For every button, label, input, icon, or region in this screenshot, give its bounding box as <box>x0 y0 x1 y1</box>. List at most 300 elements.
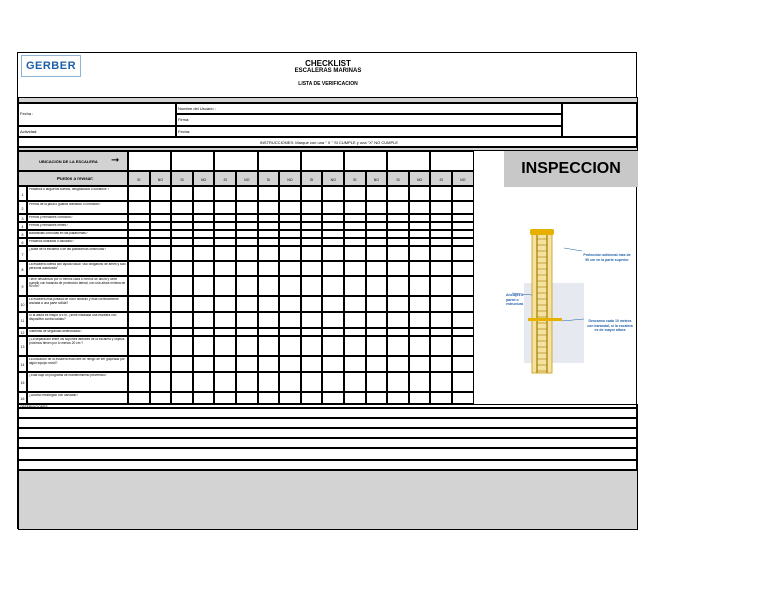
checkbox-cell[interactable] <box>366 392 388 404</box>
checkbox-cell[interactable] <box>258 261 280 276</box>
checkbox-cell[interactable] <box>409 201 431 214</box>
checkbox-cell[interactable] <box>214 372 236 392</box>
checkbox-cell[interactable] <box>452 238 474 246</box>
ubicacion-input[interactable] <box>214 151 257 171</box>
checkbox-cell[interactable] <box>236 372 258 392</box>
actividad-cell <box>18 126 176 137</box>
checkbox-cell[interactable] <box>279 328 301 336</box>
checkbox-cell[interactable] <box>171 230 193 238</box>
checkbox-cell[interactable] <box>214 201 236 214</box>
checkbox-cell[interactable] <box>236 186 258 201</box>
checkbox-cell[interactable] <box>258 372 280 392</box>
checkbox-cell[interactable] <box>322 246 344 261</box>
footer-band <box>18 470 638 530</box>
item-number-text: 1 <box>21 192 24 197</box>
checkbox-cell[interactable] <box>193 392 215 404</box>
checkbox-cell[interactable] <box>430 261 452 276</box>
checkbox-cell[interactable] <box>430 214 452 222</box>
checkbox-cell[interactable] <box>430 222 452 230</box>
checkbox-cell[interactable] <box>171 201 193 214</box>
checkbox-cell[interactable] <box>452 214 474 222</box>
checkbox-cell[interactable] <box>193 246 215 261</box>
checkbox-cell[interactable] <box>236 312 258 328</box>
checkbox-cell[interactable] <box>128 276 150 296</box>
checkbox-cell[interactable] <box>344 296 366 312</box>
checkbox-cell[interactable] <box>387 312 409 328</box>
checkbox-cell[interactable] <box>171 372 193 392</box>
checkbox-cell[interactable] <box>344 201 366 214</box>
observaciones-line[interactable] <box>18 418 638 428</box>
no-header: NO <box>416 178 423 182</box>
checkbox-cell[interactable] <box>301 392 323 404</box>
checkbox-cell[interactable] <box>150 356 172 372</box>
checkbox-cell[interactable] <box>409 261 431 276</box>
checkbox-cell[interactable] <box>301 261 323 276</box>
checkbox-cell[interactable] <box>214 261 236 276</box>
checkbox-cell[interactable] <box>322 201 344 214</box>
checkbox-cell[interactable] <box>150 372 172 392</box>
checkbox-cell[interactable] <box>279 312 301 328</box>
checkbox-cell[interactable] <box>387 328 409 336</box>
checkbox-cell[interactable] <box>258 246 280 261</box>
item-text: Pernos de la jaula o guarda doblados o corroídos? <box>29 203 101 206</box>
checkbox-cell[interactable] <box>301 276 323 296</box>
item-number <box>18 222 27 230</box>
checkbox-cell[interactable] <box>387 276 409 296</box>
checkbox-cell[interactable] <box>150 328 172 336</box>
checkbox-cell[interactable] <box>171 392 193 404</box>
checkbox-cell[interactable] <box>301 356 323 372</box>
checkbox-cell[interactable] <box>236 214 258 222</box>
checkbox-cell[interactable] <box>301 328 323 336</box>
checkbox-cell[interactable] <box>193 238 215 246</box>
checkbox-cell[interactable] <box>236 328 258 336</box>
checkbox-cell[interactable] <box>409 372 431 392</box>
checkbox-cell[interactable] <box>128 246 150 261</box>
checkbox-cell[interactable] <box>322 312 344 328</box>
checkbox-cell[interactable] <box>279 238 301 246</box>
checkbox-cell[interactable] <box>236 238 258 246</box>
checkbox-cell[interactable] <box>128 214 150 222</box>
checkbox-cell[interactable] <box>452 276 474 296</box>
checkbox-cell[interactable] <box>171 246 193 261</box>
item-label <box>27 246 128 261</box>
checkbox-cell[interactable] <box>214 186 236 201</box>
checkbox-cell[interactable] <box>366 328 388 336</box>
checkbox-cell[interactable] <box>236 392 258 404</box>
checkbox-cell[interactable] <box>409 222 431 230</box>
checkbox-cell[interactable] <box>387 296 409 312</box>
checkbox-cell[interactable] <box>430 238 452 246</box>
checkbox-cell[interactable] <box>366 372 388 392</box>
checkbox-cell[interactable] <box>258 201 280 214</box>
checkbox-cell[interactable] <box>193 372 215 392</box>
checkbox-cell[interactable] <box>214 312 236 328</box>
ubicacion-input[interactable] <box>258 151 301 171</box>
checkbox-cell[interactable] <box>322 214 344 222</box>
checkbox-cell[interactable] <box>409 392 431 404</box>
checkbox-cell[interactable] <box>258 214 280 222</box>
checkbox-cell[interactable] <box>366 230 388 238</box>
checkbox-cell[interactable] <box>171 312 193 328</box>
nombre-cell <box>176 103 562 114</box>
checkbox-cell[interactable] <box>128 356 150 372</box>
checkbox-cell[interactable] <box>128 372 150 392</box>
checkbox-cell[interactable] <box>366 201 388 214</box>
item-number <box>18 246 27 261</box>
ladder-landing <box>528 318 562 321</box>
checkbox-cell[interactable] <box>430 186 452 201</box>
ubicacion-input[interactable] <box>171 151 214 171</box>
checkbox-cell[interactable] <box>193 261 215 276</box>
checkbox-cell[interactable] <box>452 201 474 214</box>
checkbox-cell[interactable] <box>430 312 452 328</box>
checkbox-cell[interactable] <box>128 336 150 356</box>
checkbox-cell[interactable] <box>279 201 301 214</box>
checkbox-cell[interactable] <box>366 276 388 296</box>
checkbox-cell[interactable] <box>171 238 193 246</box>
checkbox-cell[interactable] <box>193 222 215 230</box>
checkbox-cell[interactable] <box>322 222 344 230</box>
checkbox-cell[interactable] <box>171 336 193 356</box>
checkbox-cell[interactable] <box>214 356 236 372</box>
checkbox-cell[interactable] <box>236 246 258 261</box>
checkbox-cell[interactable] <box>344 392 366 404</box>
checkbox-cell[interactable] <box>128 328 150 336</box>
checkbox-cell[interactable] <box>214 222 236 230</box>
item-number-text: 12 <box>20 331 25 335</box>
checkbox-cell[interactable] <box>193 276 215 296</box>
checkbox-cell[interactable] <box>409 246 431 261</box>
checkbox-cell[interactable] <box>344 372 366 392</box>
ubicacion-input[interactable] <box>128 151 171 171</box>
checkbox-cell[interactable] <box>344 328 366 336</box>
checkbox-cell[interactable] <box>258 356 280 372</box>
checkbox-cell[interactable] <box>366 336 388 356</box>
checkbox-cell[interactable] <box>366 246 388 261</box>
checkbox-cell[interactable] <box>214 276 236 296</box>
checkbox-cell[interactable] <box>214 230 236 238</box>
checkbox-cell[interactable] <box>150 261 172 276</box>
checkbox-cell[interactable] <box>193 201 215 214</box>
checkbox-cell[interactable] <box>214 214 236 222</box>
checkbox-cell[interactable] <box>452 230 474 238</box>
checkbox-cell[interactable] <box>409 214 431 222</box>
observaciones-line[interactable] <box>18 438 638 448</box>
checkbox-cell[interactable] <box>150 201 172 214</box>
checkbox-cell[interactable] <box>171 276 193 296</box>
checkbox-cell[interactable] <box>279 372 301 392</box>
checkbox-cell[interactable] <box>128 392 150 404</box>
checkbox-cell[interactable] <box>150 392 172 404</box>
checkbox-cell[interactable] <box>128 261 150 276</box>
checkbox-cell[interactable] <box>452 186 474 201</box>
checkbox-cell[interactable] <box>236 230 258 238</box>
no-header: NO <box>373 178 380 182</box>
checkbox-cell[interactable] <box>150 230 172 238</box>
checkbox-cell[interactable] <box>430 328 452 336</box>
checkbox-cell[interactable] <box>214 328 236 336</box>
checkbox-cell[interactable] <box>301 372 323 392</box>
checkbox-cell[interactable] <box>171 222 193 230</box>
checkbox-cell[interactable] <box>150 222 172 230</box>
checkbox-cell[interactable] <box>322 186 344 201</box>
item-number <box>18 276 27 296</box>
checkbox-cell[interactable] <box>452 261 474 276</box>
checkbox-cell[interactable] <box>171 186 193 201</box>
checkbox-cell[interactable] <box>171 356 193 372</box>
checkbox-cell[interactable] <box>301 296 323 312</box>
checkbox-cell[interactable] <box>322 372 344 392</box>
checkbox-cell[interactable] <box>430 201 452 214</box>
checkbox-cell[interactable] <box>344 238 366 246</box>
checkbox-cell[interactable] <box>366 214 388 222</box>
checkbox-cell[interactable] <box>193 328 215 336</box>
checkbox-cell[interactable] <box>193 186 215 201</box>
checklist-sheet <box>17 52 637 529</box>
observaciones-line[interactable] <box>18 428 638 438</box>
checkbox-cell[interactable] <box>193 356 215 372</box>
checkbox-cell[interactable] <box>344 246 366 261</box>
checkbox-cell[interactable] <box>193 336 215 356</box>
item-number-text: 7 <box>21 252 24 257</box>
checkbox-cell[interactable] <box>236 276 258 296</box>
checkbox-cell[interactable] <box>150 238 172 246</box>
ubicacion-header <box>18 151 128 171</box>
checkbox-cell[interactable] <box>387 336 409 356</box>
instructions-text: INSTRUCCIONES: Marque con una " X " SI CUMPLE y una "X" NO CUMPLE <box>259 141 399 145</box>
checkbox-cell[interactable] <box>171 261 193 276</box>
checkbox-cell[interactable] <box>366 261 388 276</box>
checkbox-cell[interactable] <box>279 296 301 312</box>
checkbox-cell[interactable] <box>301 312 323 328</box>
checkbox-cell[interactable] <box>344 261 366 276</box>
checkbox-cell[interactable] <box>387 238 409 246</box>
checkbox-cell[interactable] <box>171 328 193 336</box>
checkbox-cell[interactable] <box>171 214 193 222</box>
checkbox-cell[interactable] <box>150 276 172 296</box>
checkbox-cell[interactable] <box>236 201 258 214</box>
checkbox-cell[interactable] <box>258 222 280 230</box>
checkbox-cell[interactable] <box>366 238 388 246</box>
checkbox-cell[interactable] <box>214 238 236 246</box>
checkbox-cell[interactable] <box>193 214 215 222</box>
checkbox-cell[interactable] <box>366 296 388 312</box>
item-label <box>27 230 128 238</box>
checkbox-cell[interactable] <box>214 392 236 404</box>
checkbox-cell[interactable] <box>409 312 431 328</box>
checkbox-cell[interactable] <box>430 276 452 296</box>
checkbox-cell[interactable] <box>128 296 150 312</box>
checkbox-cell[interactable] <box>150 214 172 222</box>
checkbox-cell[interactable] <box>128 238 150 246</box>
checkbox-cell[interactable] <box>258 230 280 238</box>
checkbox-cell[interactable] <box>409 296 431 312</box>
checkbox-cell[interactable] <box>387 261 409 276</box>
checkbox-cell[interactable] <box>301 222 323 230</box>
checkbox-cell[interactable] <box>193 296 215 312</box>
checkbox-cell[interactable] <box>452 328 474 336</box>
checkbox-cell[interactable] <box>344 230 366 238</box>
checkbox-cell[interactable] <box>236 222 258 230</box>
checkbox-cell[interactable] <box>279 276 301 296</box>
checkbox-cell[interactable] <box>128 230 150 238</box>
checkbox-cell[interactable] <box>409 230 431 238</box>
checkbox-cell[interactable] <box>301 230 323 238</box>
checkbox-cell[interactable] <box>279 336 301 356</box>
checkbox-cell[interactable] <box>258 296 280 312</box>
checkbox-cell[interactable] <box>387 230 409 238</box>
checkbox-cell[interactable] <box>258 238 280 246</box>
checkbox-cell[interactable] <box>452 392 474 404</box>
checkbox-cell[interactable] <box>430 246 452 261</box>
checkbox-cell[interactable] <box>128 201 150 214</box>
item-number <box>18 238 27 246</box>
checkbox-cell[interactable] <box>452 296 474 312</box>
checkbox-cell[interactable] <box>344 336 366 356</box>
checkbox-cell[interactable] <box>387 372 409 392</box>
checkbox-cell[interactable] <box>150 296 172 312</box>
checkbox-cell[interactable] <box>387 356 409 372</box>
checkbox-cell[interactable] <box>150 312 172 328</box>
checkbox-cell[interactable] <box>366 222 388 230</box>
checkbox-cell[interactable] <box>387 214 409 222</box>
checkbox-cell[interactable] <box>258 276 280 296</box>
checkbox-cell[interactable] <box>409 336 431 356</box>
checkbox-cell[interactable] <box>258 336 280 356</box>
checkbox-cell[interactable] <box>279 214 301 222</box>
checkbox-cell[interactable] <box>322 276 344 296</box>
item-text: Pernos y remaches firmes? <box>29 224 68 227</box>
checkbox-cell[interactable] <box>387 201 409 214</box>
checkbox-cell[interactable] <box>279 222 301 230</box>
checkbox-cell[interactable] <box>430 230 452 238</box>
fecha-cell <box>18 103 176 126</box>
checkbox-cell[interactable] <box>214 296 236 312</box>
checkbox-cell[interactable] <box>236 336 258 356</box>
checkbox-cell[interactable] <box>322 328 344 336</box>
item-number <box>18 296 27 312</box>
checkbox-cell[interactable] <box>301 201 323 214</box>
checkbox-cell[interactable] <box>171 296 193 312</box>
checkbox-cell[interactable] <box>258 312 280 328</box>
checkbox-cell[interactable] <box>301 336 323 356</box>
checkbox-cell[interactable] <box>236 356 258 372</box>
checkbox-cell[interactable] <box>301 186 323 201</box>
checkbox-cell[interactable] <box>452 356 474 372</box>
observaciones-line[interactable] <box>18 448 638 460</box>
ubicacion-input[interactable] <box>387 151 430 171</box>
checkbox-cell[interactable] <box>344 214 366 222</box>
checkbox-cell[interactable] <box>452 336 474 356</box>
checkbox-cell[interactable] <box>344 276 366 296</box>
checkbox-cell[interactable] <box>344 222 366 230</box>
checkbox-cell[interactable] <box>344 312 366 328</box>
checkbox-cell[interactable] <box>258 186 280 201</box>
checkbox-cell[interactable] <box>387 392 409 404</box>
observaciones-line[interactable] <box>18 460 638 470</box>
col-header <box>409 171 431 186</box>
observaciones-line[interactable] <box>18 408 638 418</box>
checkbox-cell[interactable] <box>214 336 236 356</box>
checkbox-cell[interactable] <box>409 276 431 296</box>
checkbox-cell[interactable] <box>279 356 301 372</box>
checkbox-cell[interactable] <box>344 186 366 201</box>
col-header <box>322 171 344 186</box>
checkbox-cell[interactable] <box>387 222 409 230</box>
checkbox-cell[interactable] <box>322 336 344 356</box>
checkbox-cell[interactable] <box>236 296 258 312</box>
checkbox-cell[interactable] <box>279 186 301 201</box>
checkbox-cell[interactable] <box>366 312 388 328</box>
checkbox-cell[interactable] <box>322 230 344 238</box>
checkbox-cell[interactable] <box>279 230 301 238</box>
checkbox-cell[interactable] <box>258 328 280 336</box>
checkbox-cell[interactable] <box>322 238 344 246</box>
checkbox-cell[interactable] <box>344 356 366 372</box>
checkbox-cell[interactable] <box>322 296 344 312</box>
checkbox-cell[interactable] <box>452 312 474 328</box>
item-number-text: 16 <box>20 397 25 401</box>
checkbox-cell[interactable] <box>236 261 258 276</box>
item-text: Pernos y remaches corroídos? <box>29 216 73 219</box>
checkbox-cell[interactable] <box>430 392 452 404</box>
checkbox-cell[interactable] <box>430 372 452 392</box>
checkbox-cell[interactable] <box>128 312 150 328</box>
checkbox-cell[interactable] <box>430 296 452 312</box>
checkbox-cell[interactable] <box>366 356 388 372</box>
checkbox-cell[interactable] <box>279 392 301 404</box>
checkbox-cell[interactable] <box>150 246 172 261</box>
checkbox-cell[interactable] <box>301 214 323 222</box>
item-number-text: 15 <box>20 381 25 385</box>
checkbox-cell[interactable] <box>214 246 236 261</box>
checkbox-cell[interactable] <box>279 246 301 261</box>
checkbox-cell[interactable] <box>409 328 431 336</box>
list-title: LISTA DE VERIFICACION <box>298 81 358 87</box>
ubicacion-input[interactable] <box>430 151 473 171</box>
checkbox-cell[interactable] <box>409 238 431 246</box>
checkbox-cell[interactable] <box>193 312 215 328</box>
ubicacion-input[interactable] <box>344 151 387 171</box>
checkbox-cell[interactable] <box>301 238 323 246</box>
checkbox-cell[interactable] <box>301 246 323 261</box>
checkbox-cell[interactable] <box>452 246 474 261</box>
checkbox-cell[interactable] <box>258 392 280 404</box>
checkbox-cell[interactable] <box>322 356 344 372</box>
ubicacion-input[interactable] <box>301 151 344 171</box>
checkbox-cell[interactable] <box>128 186 150 201</box>
checkbox-cell[interactable] <box>322 261 344 276</box>
checkbox-cell[interactable] <box>452 222 474 230</box>
checkbox-cell[interactable] <box>409 356 431 372</box>
checkbox-cell[interactable] <box>430 356 452 372</box>
checkbox-cell[interactable] <box>387 186 409 201</box>
checkbox-cell[interactable] <box>150 336 172 356</box>
checkbox-cell[interactable] <box>409 186 431 201</box>
item-label <box>27 312 128 328</box>
checkbox-cell[interactable] <box>452 372 474 392</box>
checkbox-cell[interactable] <box>150 186 172 201</box>
checkbox-cell[interactable] <box>387 246 409 261</box>
checkbox-cell[interactable] <box>430 336 452 356</box>
checkbox-cell[interactable] <box>128 222 150 230</box>
checkbox-cell[interactable] <box>322 392 344 404</box>
item-number <box>18 392 27 404</box>
checkbox-cell[interactable] <box>279 261 301 276</box>
checkbox-cell[interactable] <box>193 230 215 238</box>
checkbox-cell[interactable] <box>366 186 388 201</box>
